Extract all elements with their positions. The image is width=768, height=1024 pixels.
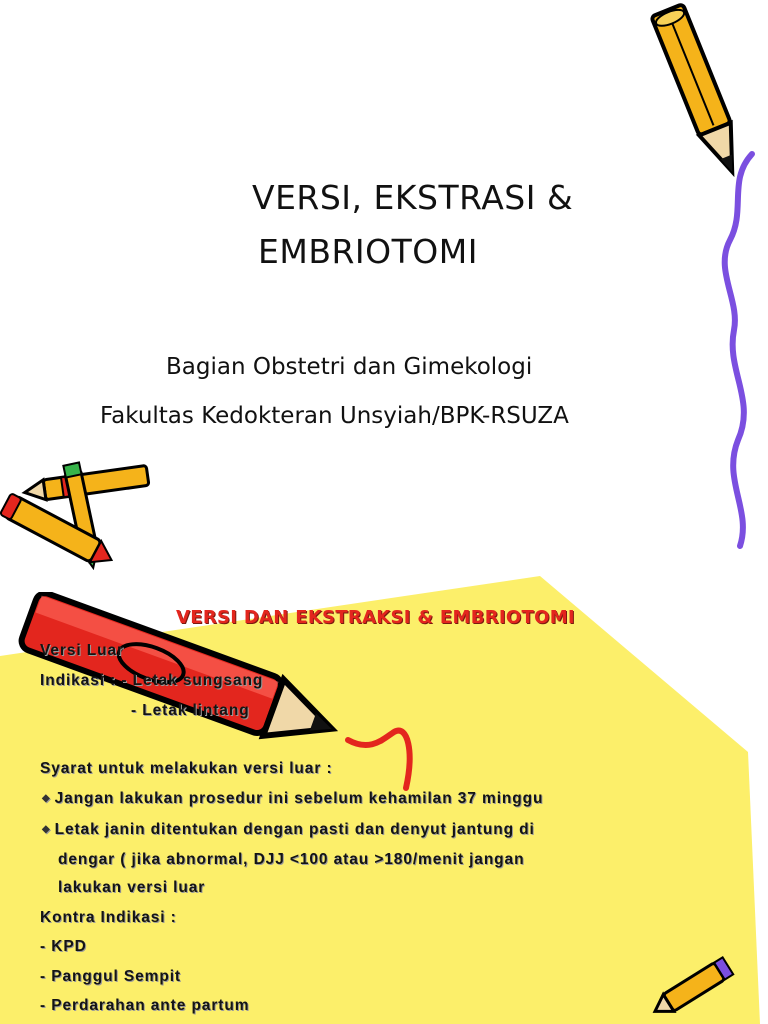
text-line-10: - KPD: [40, 938, 87, 955]
pencil-icon: [640, 0, 760, 185]
bullet-icon: ◆: [42, 793, 51, 804]
bullet-item-2: [42, 821, 535, 839]
bullet-item-2-text: Letak janin ditentukan dengan pasti dan denyut jantung di: [54, 821, 535, 838]
wavy-line-decoration: [700, 150, 768, 550]
content-slide: [0, 570, 768, 1024]
slide-subtitle-line-2: Fakultas Kedokteran Unsyiah/BPK-RSUZA: [100, 403, 569, 429]
text-line-2: Indikasi : - Letak sungsang: [40, 672, 264, 689]
text-line-3: - Letak lintang: [131, 702, 250, 719]
crossed-pencils-icon: [0, 460, 160, 570]
text-line-7: dengar ( jika abnormal, DJJ <100 atau >180/menit jangan: [58, 851, 525, 868]
slide-title-line-2: EMBRIOTOMI: [258, 232, 478, 271]
small-pencil-icon: [650, 954, 740, 1020]
text-line-8: lakukan versi luar: [58, 879, 206, 896]
text-line-4: Syarat untuk melakukan versi luar :: [40, 760, 333, 777]
bullet-icon: ◆: [42, 824, 51, 835]
text-line-11: - Panggul Sempit: [40, 968, 181, 985]
bullet-item-1: [42, 790, 543, 808]
slide-title-line-1: VERSI, EKSTRASI &: [252, 178, 574, 217]
text-line-9: Kontra Indikasi :: [40, 909, 177, 926]
slide-subtitle-line-1: Bagian Obstetri dan Gimekologi: [166, 354, 533, 380]
bullet-item-1-text: Jangan lakukan prosedur ini sebelum kehamilan 37 minggu: [54, 790, 544, 807]
text-line-1: Versi Luar: [40, 642, 124, 659]
text-line-12: - Perdarahan ante partum: [40, 997, 250, 1014]
slide-2-title: VERSI DAN EKSTRAKSI & EMBRIOTOMI: [176, 607, 575, 628]
